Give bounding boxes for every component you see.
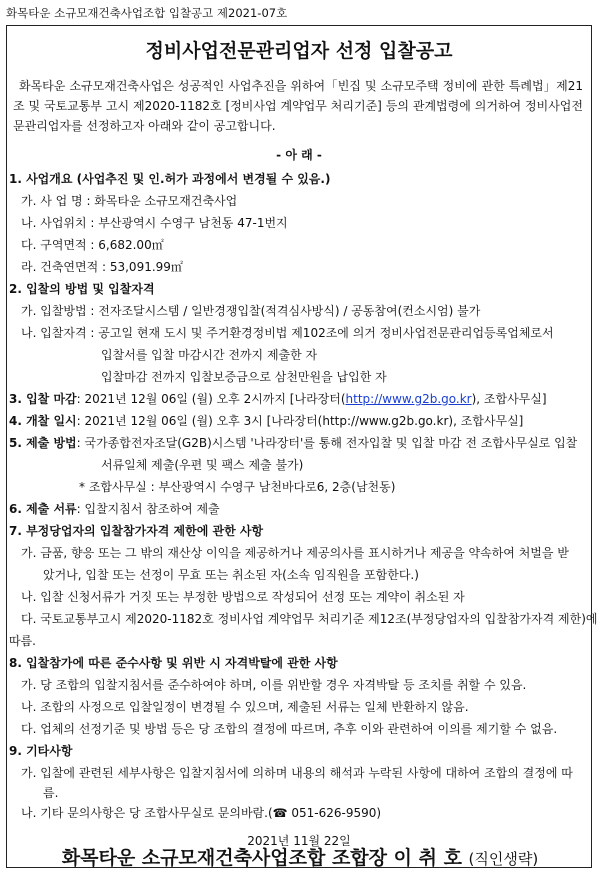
section-2-item-a: 가. 입찰방법 : 전자조달시스템 / 일반경쟁입찰(적격심사방식) / 공동참여(컨소시엄) 불가	[21, 304, 481, 318]
section-7-title: 7. 부정당업자의 입찰참가자격 제한에 관한 사항	[9, 524, 264, 538]
section-1-item-a: 가. 사 업 명 : 화목타운 소규모재건축사업	[21, 194, 238, 208]
section-7-item-b: 나. 입찰 신청서류가 거짓 또는 부정한 방법으로 작성되어 선정 또는 계약이 취소된 자	[21, 590, 465, 604]
section-9-item-a-line2: 름.	[43, 786, 59, 800]
section-9-item-a: 가. 입찰에 관련된 세부사항은 입찰지침서에 의하며 내용의 해석과 누락된 사항에 대하여 조합의 결정에 따	[21, 766, 573, 780]
signature-line	[0, 843, 600, 870]
signature: 화목타운 소규모재건축사업조합 조합장 이 취 호	[61, 847, 462, 869]
section-1-item-d: 라. 건축연면적 : 53,091.99㎡	[21, 260, 183, 274]
section-1-item-b: 나. 사업위치 : 부산광역시 수영구 남천동 47-1번지	[21, 216, 288, 230]
section-5-office-address: * 조합사무실 : 부산광역시 수영구 남천바다로6, 2층(남천동)	[79, 480, 396, 494]
section-3-line	[9, 390, 547, 407]
notice-date: 2021년 11월 22일	[247, 834, 351, 848]
section-9-item-b: 나. 기타 문의사항은 당 조합사무실로 문의바람.(☎ 051-626-9590)	[21, 806, 382, 820]
section-6-label: 6. 제출 서류	[9, 502, 77, 516]
intro-paragraph: 화목타운 소규모재건축사업은 성공적인 사업추진을 위하여「빈집 및 소규모주택 정비에 관한 특례법」제21조 및 국토교통부 고시 제2020-1182호 [정비사업 계약업무 처리기준] 등의 관계법령에 의거하여 정비사업전문관리업자를 선정하고자 아래와 같이 공고합니다.	[13, 79, 583, 133]
section-1-title: 1. 사업개요 (사업추진 및 인.허가 과정에서 변경될 수 있음.)	[9, 172, 331, 186]
section-5-label: 5. 제출 방법	[9, 436, 77, 450]
section-7-item-c-line2: 따름.	[9, 634, 36, 648]
section-2-item-b-line3: 입찰마감 전까지 입찰보증금으로 삼천만원을 납입한 자	[101, 370, 387, 384]
section-7-item-c: 다. 국토교통부고시 제2020-1182호 정비사업 계약업무 처리기준 제12조(부정당업자의 입찰참가자격 제한)에	[21, 612, 598, 626]
section-5-line2: 서류일체 제출(우편 및 팩스 제출 불가)	[101, 458, 304, 472]
notice-document	[6, 25, 598, 868]
section-4-text: : 2021년 12월 06일 (월) 오후 3시 [나라장터(http://www.g2b.go.kr), 조합사무실]	[76, 414, 524, 428]
section-8-item-b: 나. 조합의 사정으로 입찰일정이 변경될 수 있으며, 제출된 서류는 일체 반환하지 않음.	[21, 700, 469, 714]
section-9-title: 9. 기타사항	[9, 744, 73, 758]
section-1-item-c: 다. 구역면적 : 6,682.00㎡	[21, 238, 164, 252]
section-7-item-a-line2: 았거나, 입찰 또는 선정이 무효 또는 취소된 자(소속 임직원을 포함한다.)	[43, 568, 419, 582]
divider-heading: - 아 래 -	[276, 148, 322, 162]
section-6-text: : 입찰지침서 참조하여 제출	[76, 502, 220, 516]
section-2-item-b-line2: 입찰서를 입찰 마감시간 전까지 제출한 자	[101, 348, 318, 362]
section-3-label: 3. 입찰 마감	[9, 392, 77, 406]
section-2-item-b: 나. 입찰자격 : 공고일 현재 도시 및 주거환경정비법 제102조에 의거 정비사업전문관리업등록업체로서	[21, 326, 554, 340]
section-2-title: 2. 입찰의 방법 및 입찰자격	[9, 282, 155, 296]
section-8-item-c: 다. 업체의 선정기준 및 방법 등은 당 조합의 결정에 따르며, 추후 이와 관련하여 이의를 제기할 수 없음.	[21, 722, 558, 736]
g2b-link[interactable]: http://www.g2b.go.kr	[345, 392, 472, 406]
section-6-line	[9, 500, 220, 517]
section-4-line	[9, 412, 523, 429]
section-8-title: 8. 입찰참가에 따른 준수사항 및 위반 시 자격박탈에 관한 사항	[9, 656, 338, 670]
section-5-text: : 국가종합전자조달(G2B)시스템 '나라장터'를 통해 전자입찰 및 입찰 마감 전 조합사무실로 입찰	[76, 436, 578, 450]
section-5-line	[9, 434, 577, 451]
section-3-text: : 2021년 12월 06일 (월) 오후 2시까지 [나라장터(	[76, 392, 346, 406]
notice-number: 화목타운 소규모재건축사업조합 입찰공고 제2021-07호	[6, 6, 288, 20]
section-4-label: 4. 개찰 일시	[9, 414, 77, 428]
section-8-item-a: 가. 당 조합의 입찰지침서를 준수하여야 하며, 이를 위반할 경우 자격박탈 등 조치를 취할 수 있음.	[21, 678, 527, 692]
signature-note: (직인생략)	[468, 850, 539, 868]
section-7-item-a: 가. 금품, 향응 또는 그 밖의 재산상 이익을 제공하거나 제공의사를 표시하거나 제공을 약속하여 처벌을 받	[21, 546, 569, 560]
section-3-text-end: ), 조합사무실]	[471, 392, 547, 406]
page-title: 정비사업전문관리업자 선정 입찰공고	[145, 40, 453, 62]
